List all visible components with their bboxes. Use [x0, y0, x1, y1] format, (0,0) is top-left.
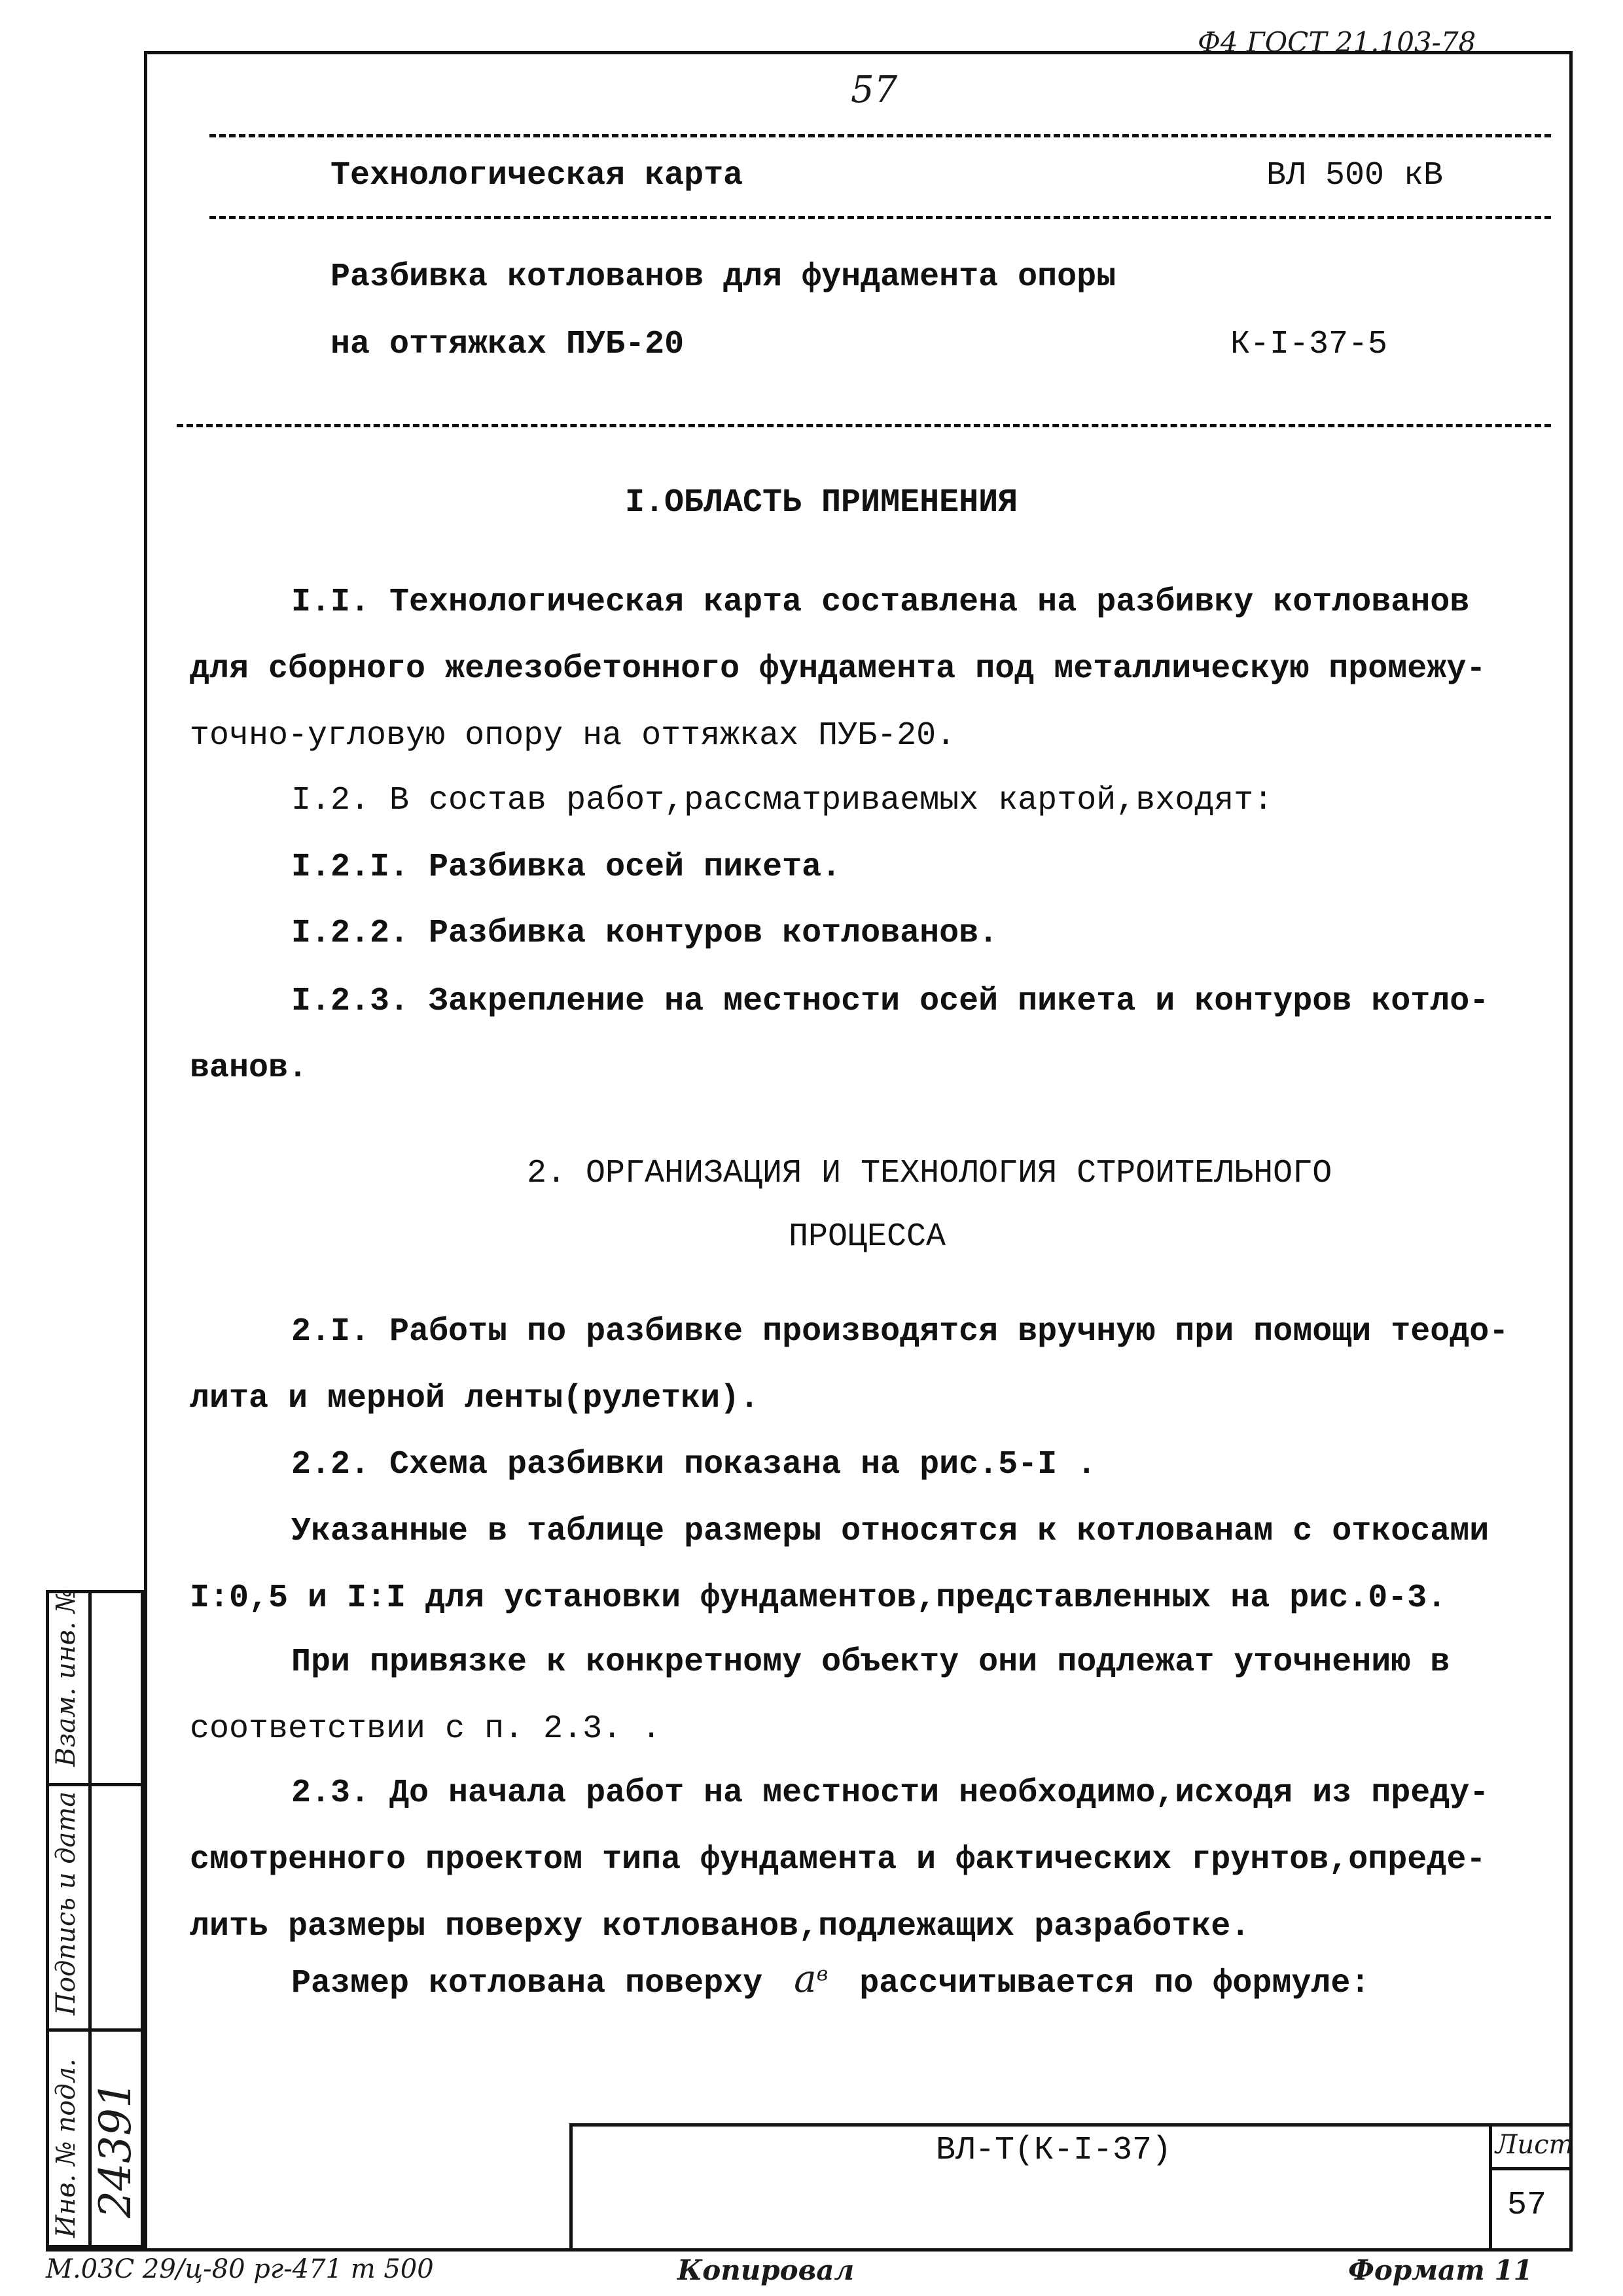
header-title: Технологическая карта	[330, 157, 743, 194]
text-line: Указанные в таблице размеры относятся к котлованам с откосами	[291, 1513, 1489, 1550]
section1-paragraph-2: I.2. В состав работ,рассматриваемых картой,входят:	[291, 782, 1274, 819]
text-line: I:0,5 и I:I для установки фундаментов,представленных на рис.0-3.	[190, 1580, 1447, 1617]
section2-paragraph-6	[291, 1956, 1370, 2002]
text-line: 2.I. Работы по разбивке производятся вручную при помощи теодо-	[291, 1313, 1509, 1351]
text-run: Размер котлована поверху	[291, 1965, 763, 2002]
formula-superscript: в	[816, 1962, 829, 1986]
section2-paragraph-4	[190, 1629, 1518, 1763]
text-run: рассчитывается по формуле:	[859, 1965, 1370, 2002]
text-line: для сборного железобетонного фундамента под металлическую промежу-	[190, 650, 1486, 688]
section1-heading: I.ОБЛАСТЬ ПРИМЕНЕНИЯ	[625, 484, 1018, 521]
text-line: I.I. Технологическая карта составлена на разбивку котлованов	[291, 584, 1470, 621]
header-dash-3	[177, 424, 1551, 427]
title-block-doc-code: ВЛ-Т(К-I-37)	[936, 2132, 1172, 2169]
side-stamp-row-2	[46, 2028, 144, 2032]
text-line: ванов.	[190, 1050, 308, 1087]
text-line: лить размеры поверху котлованов,подлежащих разработке.	[190, 1908, 1251, 1945]
page-number-top: 57	[851, 69, 898, 111]
title-block-sheet-row	[1489, 2167, 1573, 2170]
side-label-inv-replace: Взам. инв. №	[51, 1588, 81, 1767]
header-code: К-I-37-5	[1230, 326, 1388, 363]
text-line: соответствии с п. 2.3. .	[190, 1710, 662, 1748]
title-block-sheet-label: Лист	[1495, 2130, 1574, 2160]
section2-paragraph-1	[190, 1299, 1518, 1432]
section1-paragraph-3: I.2.I. Разбивка осей пикета.	[291, 849, 842, 886]
section1-paragraph-1	[190, 569, 1518, 769]
side-stamp-row-1	[46, 1783, 144, 1786]
side-inv-number: 24391	[90, 2081, 141, 2218]
header-dash-2	[209, 216, 1551, 219]
bottom-left-note: М.03С 29/ц-80 рг-471 т 500	[46, 2254, 434, 2284]
formula-variable: a	[794, 1956, 817, 2001]
title-block-sheet-number: 57	[1507, 2187, 1547, 2224]
title-block-divider	[1489, 2123, 1492, 2252]
section2-paragraph-5	[190, 1760, 1518, 1960]
side-label-inv-original: Инв. № подл.	[51, 2058, 81, 2238]
text-line: 2.3. До начала работ на местности необходимо,исходя из преду-	[291, 1775, 1489, 1812]
section1-paragraph-4: I.2.2. Разбивка контуров котлованов.	[291, 915, 999, 952]
section2-paragraph-2: 2.2. Схема разбивки показана на рис.5-I .	[291, 1446, 1097, 1483]
frame-right-border	[1569, 51, 1573, 2250]
bottom-format-label: Формат 11	[1348, 2254, 1533, 2286]
header-subtitle-line1: Разбивка котлованов для фундамента опоры	[330, 258, 1116, 296]
frame-top-border	[144, 51, 1573, 54]
text-line: точно-угловую опору на оттяжках ПУБ-20.	[190, 717, 956, 754]
header-voltage: ВЛ 500 кВ	[1266, 157, 1444, 194]
section1-paragraph-5	[190, 968, 1518, 1102]
text-line: смотренного проектом типа фундамента и фактических грунтов,опреде-	[190, 1841, 1486, 1879]
text-line: При привязке к конкретному объекту они подлежат уточнению в	[291, 1644, 1450, 1681]
section2-paragraph-3	[190, 1498, 1518, 1632]
section2-heading-line2: ПРОЦЕССА	[789, 1218, 946, 1256]
bottom-copied-label: Копировал	[677, 2254, 855, 2286]
side-label-signature-date: Подпись и дата	[51, 1791, 81, 2015]
header-dash-1	[209, 134, 1551, 137]
header-subtitle-line2: на оттяжках ПУБ-20	[330, 326, 685, 363]
text-line: лита и мерной ленты(рулетки).	[190, 1380, 760, 1417]
frame-left-border	[144, 51, 147, 2250]
section2-heading-line1: 2. ОРГАНИЗАЦИЯ И ТЕХНОЛОГИЯ СТРОИТЕЛЬНОГО	[527, 1155, 1332, 1192]
top-code: Ф4 ГОСТ 21.103-78	[1198, 26, 1476, 58]
text-line: I.2.3. Закрепление на местности осей пикета и контуров котло-	[291, 983, 1489, 1020]
